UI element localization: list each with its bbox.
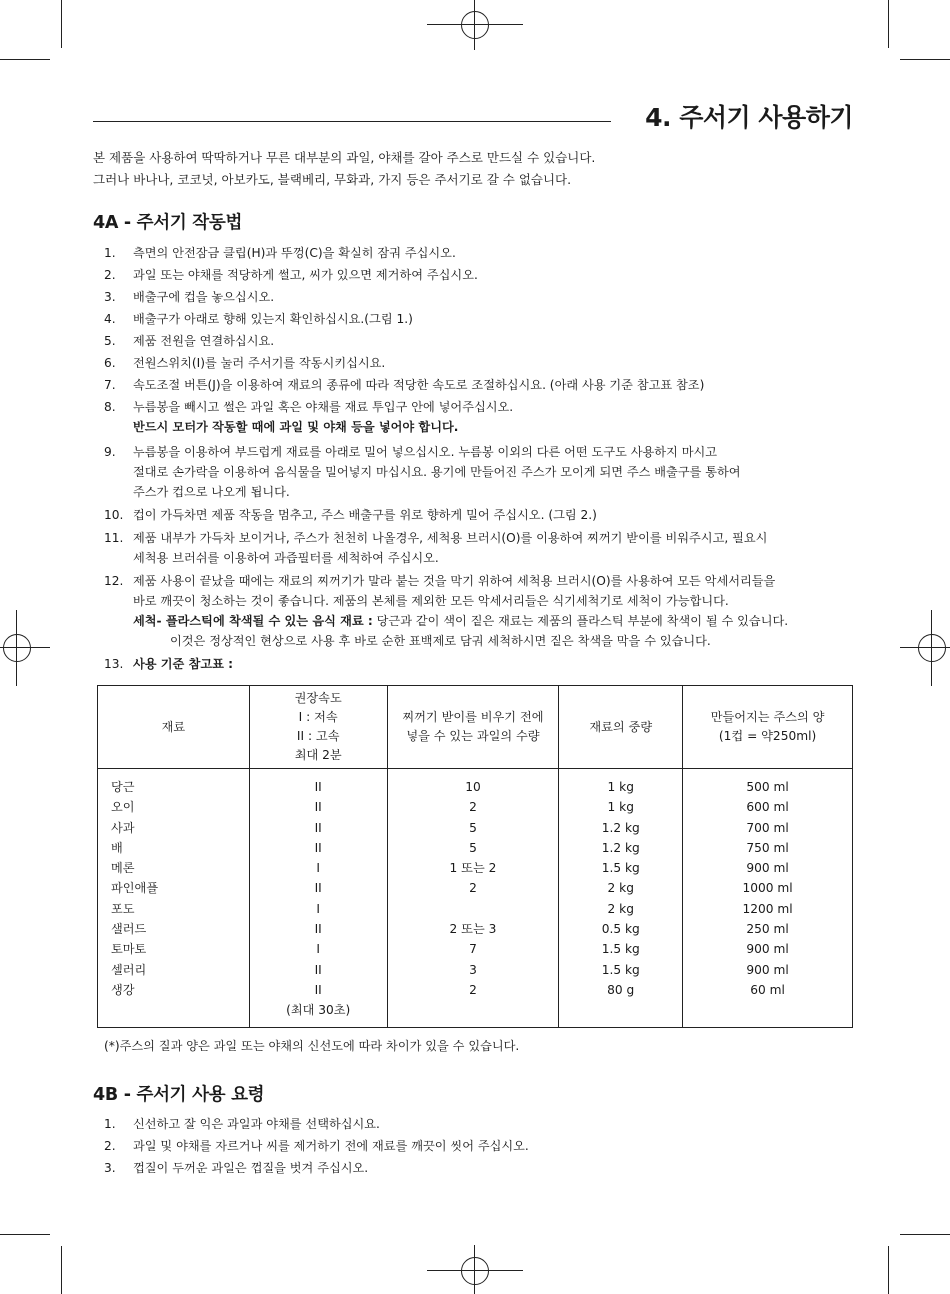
table-row: 오이 II 2 1 kg 600 ml (98, 797, 853, 817)
registration-mark (900, 647, 950, 648)
header-speed: 권장속도 I : 저속 II : 고속 최대 2분 (249, 686, 387, 769)
list-item: 6. 전원스위치(I)를 눌러 주서기를 작동시키십시요. (104, 356, 386, 370)
table-row: 포도 I 2 kg 1200 ml (98, 899, 853, 919)
table-row (98, 1000, 853, 1028)
list-item: 13. 사용 기준 참고표 : (104, 657, 234, 671)
steps-list-4b (93, 1114, 863, 1178)
table-row: 생강 II 2 80 g 60 ml (98, 980, 853, 1000)
registration-mark (461, 11, 489, 39)
list-item: 4. 배출구가 아래로 향해 있는지 확인하십시요.(그림 1.) (104, 312, 413, 326)
list-item: 3. 배출구에 컵을 놓으십시오. (104, 290, 275, 304)
table-row: 토마토 I 7 1.5 kg 900 ml (98, 939, 853, 959)
registration-mark (918, 634, 946, 662)
page-title: 4. 주서기 사용하기 (645, 103, 853, 132)
table-header-row (98, 686, 853, 769)
table-row: 파인애플 II 2 2 kg 1000 ml (98, 878, 853, 898)
intro-line: 본 제품을 사용하여 딱딱하거나 무른 대부분의 과일, 야채를 갈아 주스로 만드실 수 있습니다. (93, 150, 596, 165)
table-row: 셀러리 II 3 1.5 kg 900 ml (98, 960, 853, 980)
registration-mark (931, 610, 932, 686)
table-row: 샐러드 II 2 또는 3 0.5 kg 250 ml (98, 919, 853, 939)
table-row: 배 II 5 1.2 kg 750 ml (98, 838, 853, 858)
header-weight: 재료의 중량 (559, 686, 683, 769)
registration-mark (461, 1257, 489, 1285)
warning-label: 세척- 플라스틱에 착색될 수 있는 음식 재료 : (133, 614, 373, 628)
crop-mark (900, 59, 950, 60)
registration-mark (474, 1245, 475, 1294)
list-item: 11. 제품 내부가 가득차 보이거나, 주스가 천천히 나올경우, 세척용 브러시(O)를 이용하여 찌꺼기 받이를 비워주시고, 필요시 세척용 브러쉬를 이용하여 과즙필터를 세척하여 주십시오. (104, 531, 768, 565)
list-item: 7. 속도조절 버튼(J)을 이용하여 재료의 종류에 따라 적당한 속도로 조절하십시요. (아래 사용 기준 참고표 참조) (104, 378, 705, 392)
crop-mark (61, 1246, 62, 1294)
list-item: 10. 컵이 가득차면 제품 작동을 멈추고, 주스 배출구를 위로 향하게 밀어 주십시오. (그림 2.) (104, 508, 597, 522)
registration-mark (427, 1270, 523, 1271)
crop-mark (0, 59, 50, 60)
header-rule (93, 121, 611, 122)
table-row: 사과 II 5 1.2 kg 700 ml (98, 818, 853, 838)
footnote: (*)주스의 질과 양은 과일 또는 야채의 신선도에 따라 차이가 있을 수 있습니다. (104, 1039, 520, 1053)
list-item: 12. 제품 사용이 끝났을 때에는 재료의 찌꺼기가 말라 붙는 것을 막기 위하여 세척용 브러시(O)를 사용하여 모든 악세서리들을 바로 깨끗이 청소하는 것이 좋습니다. 제품의 본체를 제외한 모든 악세서리들은 식기세척기로 세척이 가능합니다. 세척- 플라스틱에 착색될 수 있는 음식 재료 : 당근과 같이 색이 짙은 재료는 제품의 플라스틱 부분에 착색이 될 수 있습니다. 이것은 정상적인 현상으로 사용 후 바로 순한 표백제로 담궈 세척하시면 짙은 착색을 막을 수 있습니다. (104, 574, 789, 648)
registration-mark (474, 0, 475, 50)
list-item: 1. 신선하고 잘 익은 과일과 야채를 선택하십시요. (104, 1117, 380, 1131)
intro-line: 그러나 바나나, 코코넛, 아보카도, 블랙베리, 무화과, 가지 등은 주서기로 갈 수 없습니다. (93, 172, 572, 187)
list-item: 8. 누름봉을 빼시고 썰은 과일 혹은 야채를 재료 투입구 안에 넣어주십시오. 반드시 모터가 작동할 때에 과일 및 야채 등을 넣어야 합니다. (104, 400, 514, 434)
registration-mark (0, 647, 50, 648)
section-title-4b: 4B - 주서기 사용 요령 (93, 1085, 265, 1105)
crop-mark (61, 0, 62, 48)
crop-mark (888, 1246, 889, 1294)
list-item: 2. 과일 및 야채를 자르거나 씨를 제거하기 전에 재료를 깨끗이 씻어 주십시오. (104, 1139, 529, 1153)
list-item: 9. 누름봉을 이용하여 부드럽게 재료를 아래로 밀어 넣으십시오. 누름봉 이외의 다른 어떤 도구도 사용하지 마시고 절대로 손가락을 이용하여 음식물을 밀어넣지 마십시요. 용기에 만들어진 주스가 모이게 되면 주스 배출구를 통하여 주스가 컵으로 나오게 됩니다. (104, 445, 741, 499)
crop-mark (900, 1234, 950, 1235)
table-row: 당근 II 10 1 kg 500 ml (98, 769, 853, 798)
registration-mark (16, 610, 17, 686)
registration-mark (427, 24, 523, 25)
header-yield: 만들어지는 주스의 양 (1컵 = 약250ml) (683, 686, 853, 769)
list-item: 3. 껍질이 두꺼운 과일은 껍질을 벗겨 주십시오. (104, 1161, 369, 1175)
list-item: 1. 측면의 안전잠금 클립(H)과 뚜껑(C)을 확실히 잠궈 주십시오. (104, 246, 456, 260)
list-item: 2. 과일 또는 야채를 적당하게 썰고, 씨가 있으면 제거하여 주십시오. (104, 268, 478, 282)
table-row: 메론 I 1 또는 2 1.5 kg 900 ml (98, 858, 853, 878)
warning-text: 반드시 모터가 작동할 때에 과일 및 야채 등을 넣어야 합니다. (133, 420, 459, 434)
reference-table (97, 685, 853, 1028)
crop-mark (888, 0, 889, 48)
speed-footnote: (최대 30초) (249, 1000, 387, 1028)
registration-mark (3, 634, 31, 662)
section-title-4a: 4A - 주서기 작동법 (93, 213, 243, 233)
header-count: 찌꺼기 받이를 비우기 전에 넣을 수 있는 과일의 수량 (387, 686, 559, 769)
header-material: 재료 (98, 686, 250, 769)
crop-mark (0, 1234, 50, 1235)
list-item: 5. 제품 전원을 연결하십시요. (104, 334, 275, 348)
steps-list-4a (93, 243, 863, 674)
